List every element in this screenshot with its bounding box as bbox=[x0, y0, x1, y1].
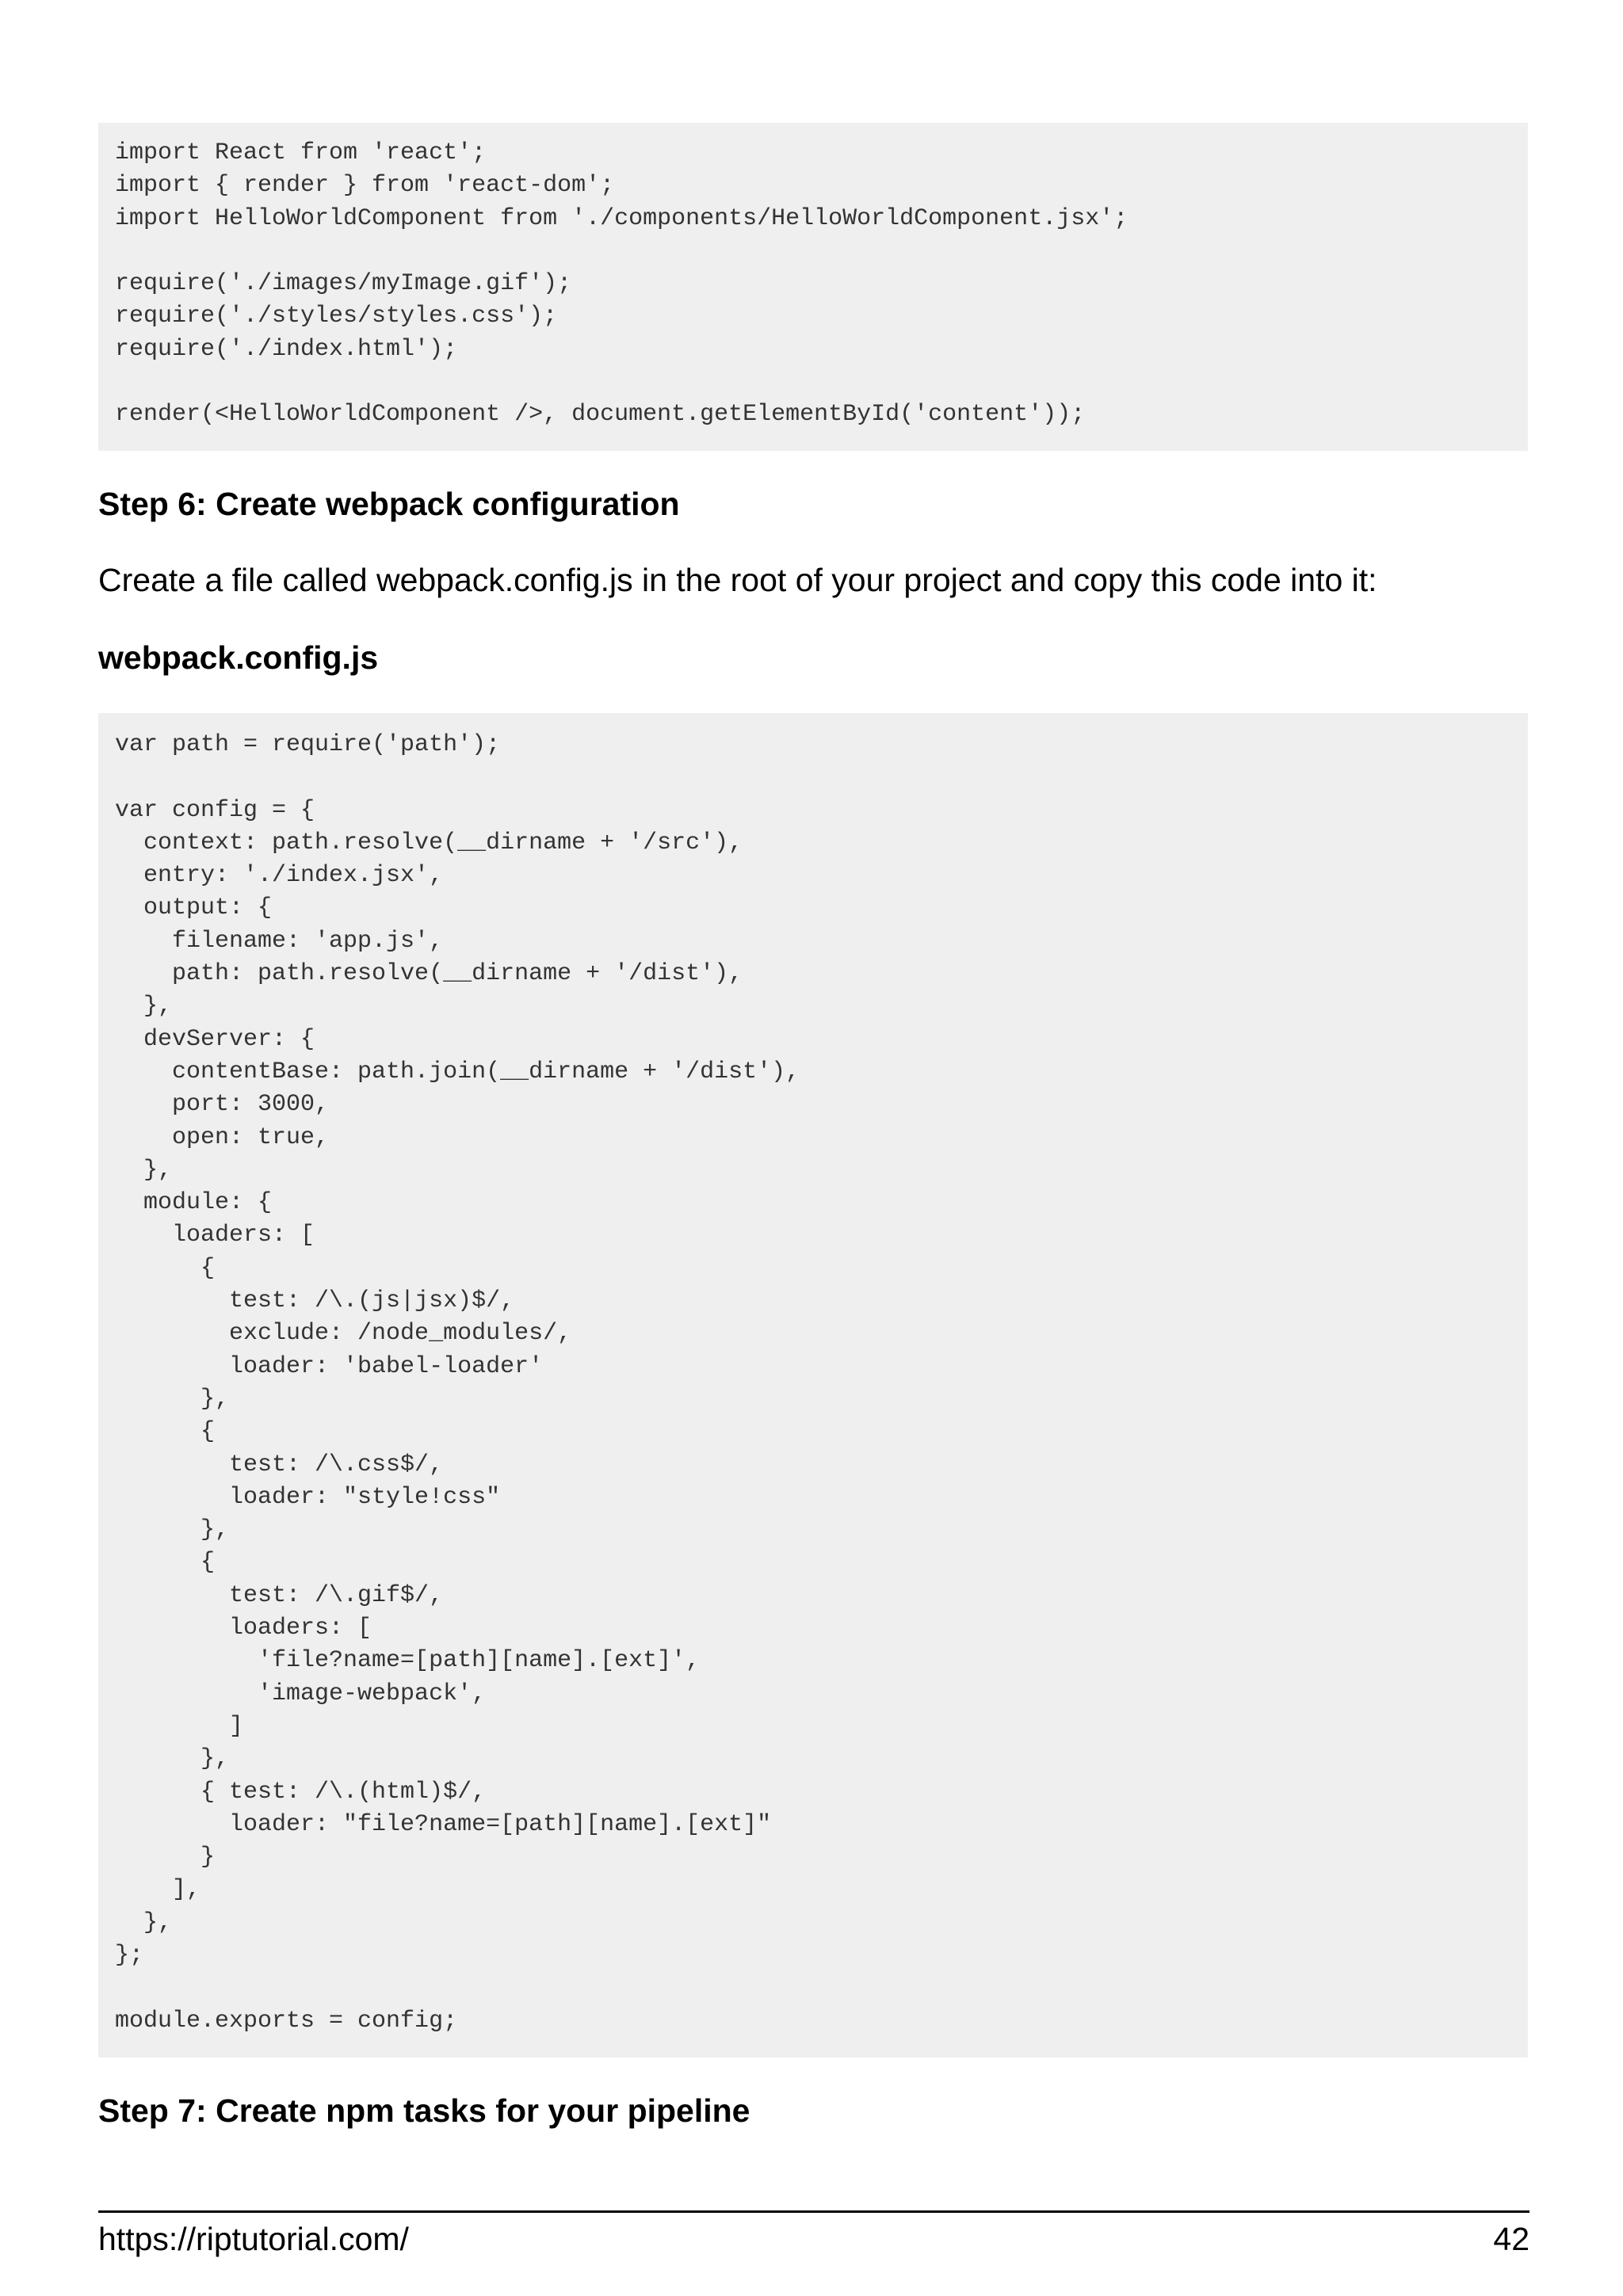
code-line: var path = require('path'); bbox=[115, 731, 501, 758]
step-6-heading: Step 6: Create webpack configuration bbox=[98, 486, 680, 522]
code-line: loaders: [ bbox=[115, 1615, 372, 1642]
code-line: }, bbox=[115, 993, 173, 1020]
code-line bbox=[115, 366, 1528, 399]
code-line: require('./index.html'); bbox=[115, 335, 458, 363]
code-line: }, bbox=[115, 1385, 230, 1413]
code-line: }, bbox=[115, 1909, 173, 1936]
footer-url: https://riptutorial.com/ bbox=[98, 2221, 409, 2257]
code-line: }, bbox=[115, 1516, 230, 1544]
code-line: loader: "style!css" bbox=[115, 1483, 501, 1511]
code-line: }, bbox=[115, 1156, 173, 1184]
code-line: filename: 'app.js', bbox=[115, 927, 444, 955]
code-line: loader: 'babel-loader' bbox=[115, 1352, 544, 1380]
code-line bbox=[115, 235, 1528, 268]
code-line: { bbox=[115, 1254, 216, 1282]
code-line: test: /\.(js|jsx)$/, bbox=[115, 1287, 515, 1315]
code-line bbox=[115, 1972, 1528, 2004]
code-line: }; bbox=[115, 1941, 144, 1969]
code-line: } bbox=[115, 1844, 216, 1871]
code-line: test: /\.css$/, bbox=[115, 1451, 444, 1478]
code-line: ] bbox=[115, 1712, 244, 1740]
webpack-config-filename-heading: webpack.config.js bbox=[98, 639, 379, 676]
code-line: loader: "file?name=[path][name].[ext]" bbox=[115, 1810, 772, 1838]
code-line: module.exports = config; bbox=[115, 2007, 458, 2035]
code-line: require('./styles/styles.css'); bbox=[115, 303, 558, 330]
code-line: ], bbox=[115, 1876, 201, 1904]
code-line: render(<HelloWorldComponent />, document.getElementById('content')); bbox=[115, 401, 1086, 429]
code-line: open: true, bbox=[115, 1123, 330, 1151]
code-line: path: path.resolve(__dirname + '/dist'), bbox=[115, 960, 743, 988]
code-line: entry: './index.jsx', bbox=[115, 862, 444, 890]
footer-divider bbox=[98, 2210, 1529, 2213]
code-line: exclude: /node_modules/, bbox=[115, 1320, 572, 1348]
step-7-heading: Step 7: Create npm tasks for your pipeline bbox=[98, 2092, 750, 2129]
code-line: module: { bbox=[115, 1189, 273, 1217]
page-number: 42 bbox=[1493, 2221, 1529, 2257]
code-line: var config = { bbox=[115, 796, 315, 824]
code-line: }, bbox=[115, 1745, 230, 1773]
code-line: { test: /\.(html)$/, bbox=[115, 1778, 487, 1806]
code-line: test: /\.gif$/, bbox=[115, 1581, 444, 1609]
code-line: devServer: { bbox=[115, 1025, 315, 1053]
code-line: context: path.resolve(__dirname + '/src'), bbox=[115, 829, 743, 856]
code-line bbox=[115, 761, 1528, 794]
code-line: 'image-webpack', bbox=[115, 1680, 487, 1707]
code-line: port: 3000, bbox=[115, 1091, 330, 1119]
code-block-entry-file bbox=[98, 123, 1528, 451]
code-line: import { render } from 'react-dom'; bbox=[115, 172, 615, 200]
code-line: loaders: [ bbox=[115, 1222, 315, 1249]
code-line: require('./images/myImage.gif'); bbox=[115, 270, 572, 298]
code-line: { bbox=[115, 1418, 216, 1446]
code-block-webpack-config bbox=[98, 713, 1528, 2058]
code-line: output: { bbox=[115, 894, 273, 922]
code-line: 'file?name=[path][name].[ext]', bbox=[115, 1647, 701, 1675]
code-line: import HelloWorldComponent from './components/HelloWorldComponent.jsx'; bbox=[115, 204, 1128, 232]
code-line: { bbox=[115, 1549, 216, 1577]
step-6-instruction: Create a file called webpack.config.js in the root of your project and copy this code into it: bbox=[98, 562, 1377, 598]
code-line: import React from 'react'; bbox=[115, 139, 487, 166]
code-line: contentBase: path.join(__dirname + '/dist'), bbox=[115, 1058, 800, 1085]
